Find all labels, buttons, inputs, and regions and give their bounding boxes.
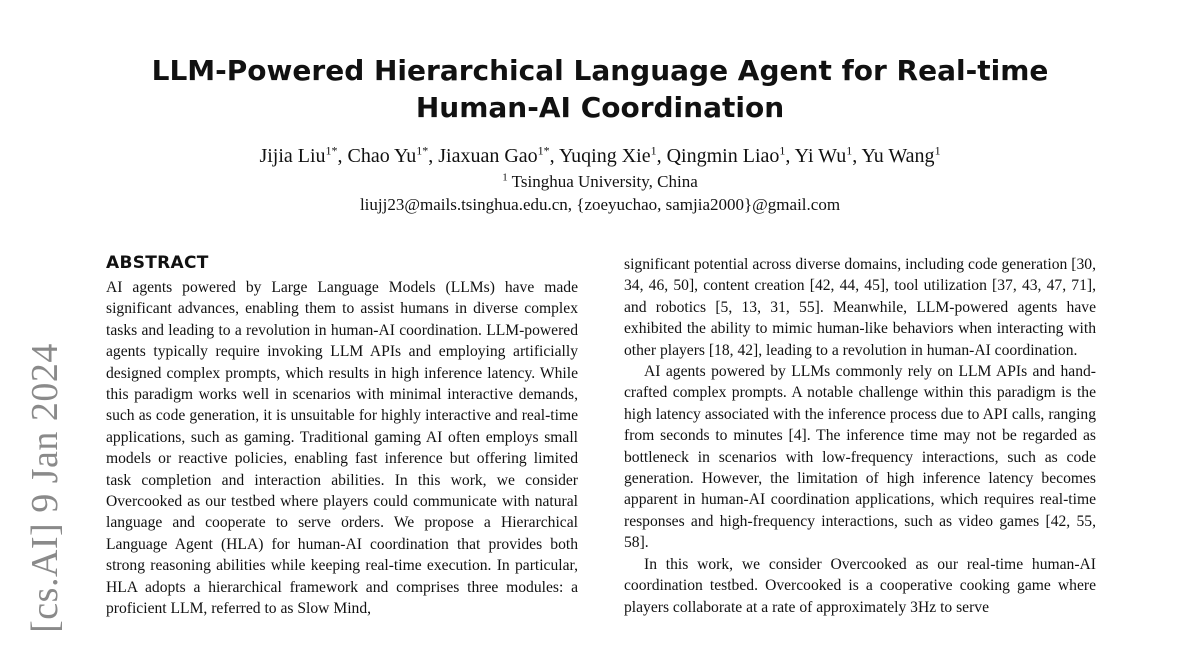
author-list: Jijia Liu$^{1*}$, Chao $Yu^{1*}$, Jiaxuan Gao$^{1*}$, Yuqing Xie$^1$, Qingmin Liao$^1$, Yi Wu$^1$, Yu Wang$^1$	[259, 143, 941, 167]
author-affiliation-mark: 1*	[325, 143, 338, 158]
author-affiliation-mark: 1	[779, 143, 786, 158]
author-name: Yi Wu	[794, 145, 847, 167]
author	[667, 145, 786, 167]
intro-paragraph: AI agents powered by LLMs commonly rely on LLM APIs and hand-crafted complex prompts. A notable challenge within this paradigm is the high latency associated with the inference process due to API calls, ranging from seconds to minutes [4]. The inference time may not be regarded as bottleneck in scenarios with low-frequency interactions, such as code generation. However, the limitation of high inference latency becomes apparent in human-AI coordination applications, which requires real-time responses and high-frequency interactions, such as video games [42, 55, 58].	[624, 363, 1096, 552]
author-affiliation-mark: 1*	[416, 143, 429, 158]
author-name: Jiaxuan Gao	[438, 145, 538, 167]
author-name: Qingmin Liao	[666, 145, 780, 167]
author-affiliation-mark: 1	[934, 143, 941, 158]
intro-paragraph: significant potential across diverse domains, including code generation [30, 34, 46, 50], content creation [42, 44, 45], tool utilization [37, 43, 47, 71], and robotics [5, 13, 31, 55]. Meanwhile, LLM-powered agents have exhibited the ability to mimic human-like behaviors when interacting with other players [18, 42], leading to a revolution in human-AI coordination.	[624, 256, 1096, 359]
author-affiliation-mark: 1	[650, 143, 657, 158]
arxiv-stamp	[14, 335, 76, 640]
author-name: Chao Yu	[347, 145, 417, 167]
affiliation	[100, 171, 1100, 193]
author-name: Jijia Liu	[259, 145, 326, 167]
affiliation-mark: 1	[502, 171, 508, 184]
author-affiliation-mark: 1*	[537, 143, 550, 158]
author	[259, 145, 337, 167]
author-name: Yu Wang	[861, 145, 935, 167]
arxiv-stamp-text: [cs.AI] 9 Jan 2024	[24, 342, 66, 633]
author	[348, 145, 429, 167]
author	[438, 145, 549, 167]
right-column	[624, 254, 1096, 618]
author-emails: liujj23@mails.tsinghua.edu.cn, {zoeyuchao, samjia2000}@gmail.com	[359, 195, 841, 214]
author	[559, 145, 657, 167]
paper-title: LLM-Powered Hierarchical Language Agent for Real-time Human-AI Coordination	[151, 54, 1049, 124]
left-column	[106, 251, 578, 620]
author	[862, 145, 941, 167]
author-name: Yuqing Xie	[558, 145, 651, 167]
intro-paragraph: In this work, we consider Overcooked as our real-time human-AI coordination testbed. Overcooked is a cooperative cooking game where players collaborate at a rate of approximately 3Hz to serve	[624, 555, 1096, 616]
author-affiliation-mark: 1	[846, 143, 853, 158]
affiliation-text: Tsinghua University, China	[511, 172, 698, 191]
abstract-text: AI agents powered by Large Language Models (LLMs) have made significant advances, enabling them to assist humans in diverse complex tasks and leading to a revolution in human-AI coordination. LLM-powered agents typically require invoking LLM APIs and employing artificially designed complex prompts, which results in high inference latency. While this paradigm works well in scenarios with minimal interactive demands, such as code generation, it is unsuitable for highly interactive and real-time applications, such as gaming. Traditional gaming AI often employs small models or reactive policies, enabling fast inference but offering limited task completion and interaction abilities. In this work, we consider Overcooked as our testbed where players could communicate with natural language and cooperate to serve orders. We propose a Hierarchical Language Agent (HLA) for human-AI coordination that provides both strong reasoning abilities while keeping real-time execution. In particular, HLA adopts a hierarchical framework and comprises three modules: a proficient LLM, referred to as Slow Mind,	[106, 279, 578, 618]
abstract-heading: ABSTRACT	[106, 253, 209, 273]
author	[795, 145, 853, 167]
